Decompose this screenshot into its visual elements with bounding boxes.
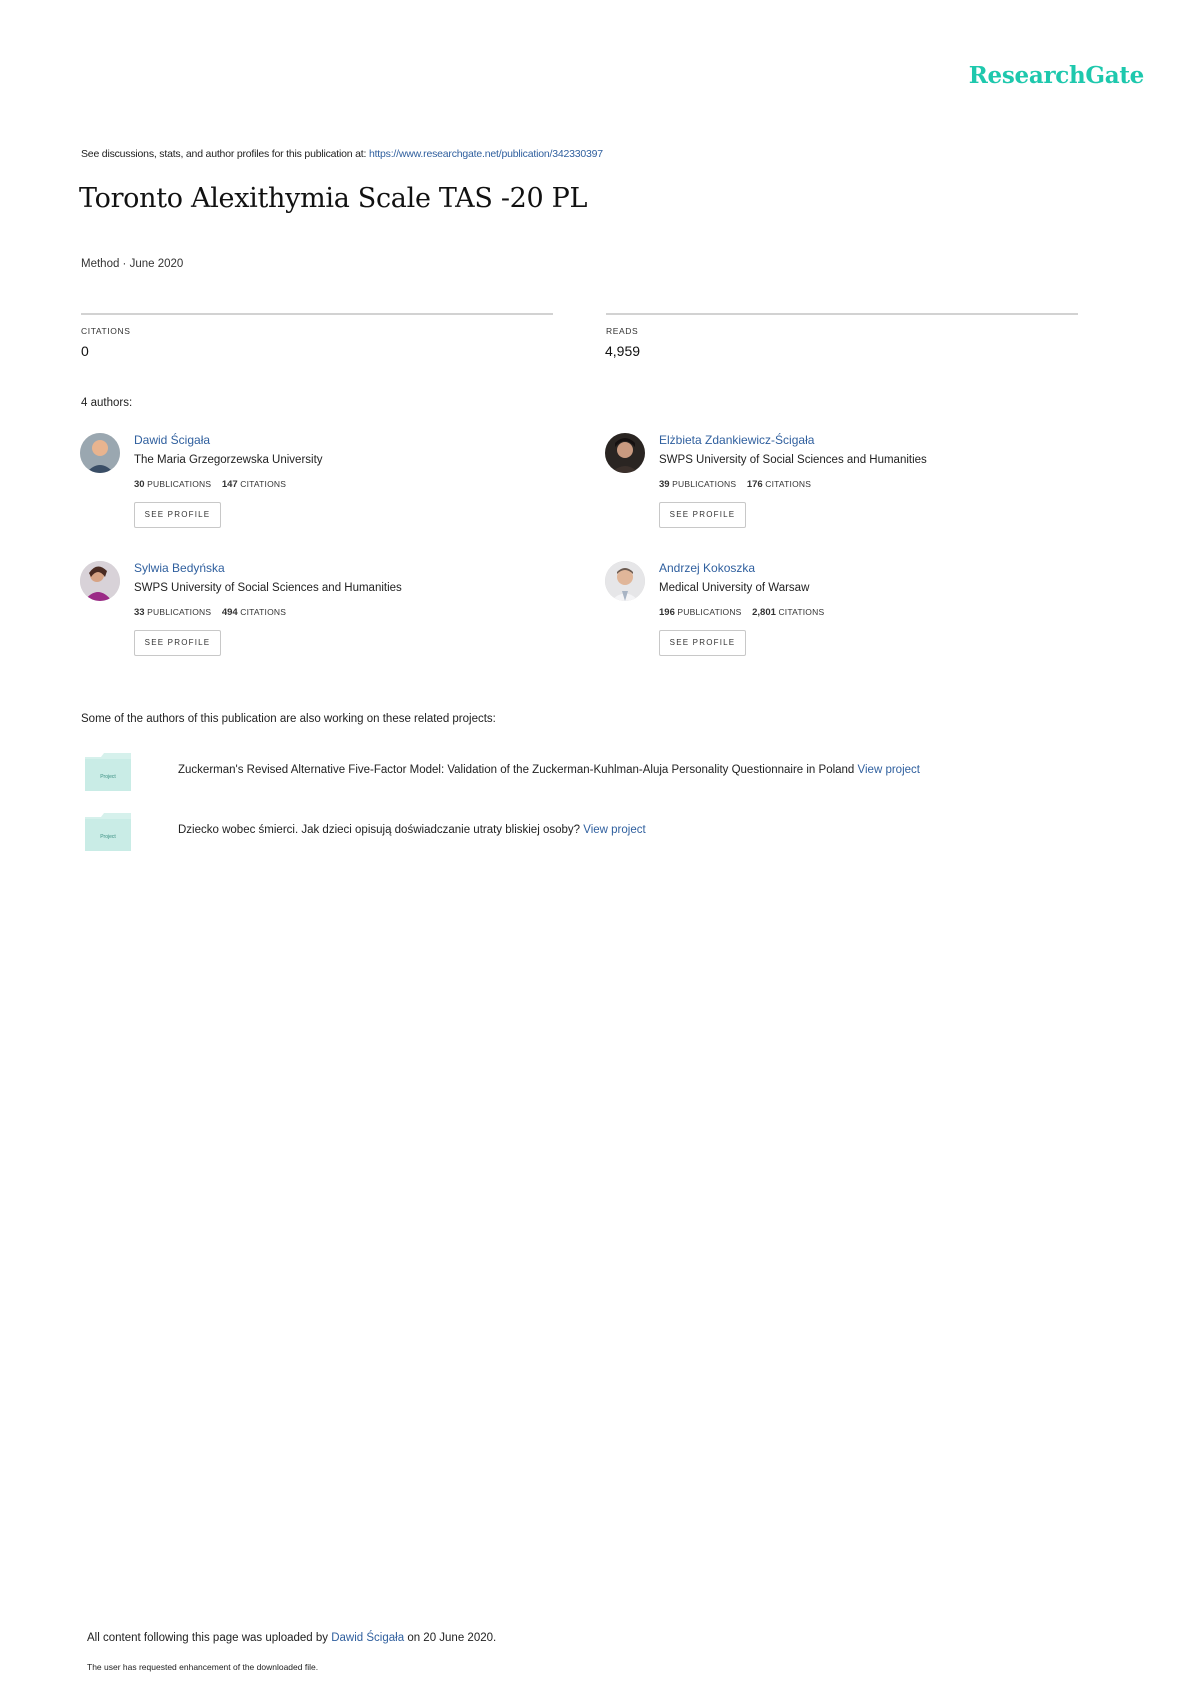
citations-count: 0 [81,343,89,359]
author-institution: SWPS University of Social Sciences and Humanities [134,582,402,594]
folder-icon [85,753,131,791]
author-name-link[interactable]: Dawid Ścigała [134,433,211,447]
author-institution: SWPS University of Social Sciences and Humanities [659,454,927,466]
publications-count: 39 [659,479,670,490]
reads-divider [606,313,1078,315]
see-profile-button[interactable]: SEE PROFILE [659,502,746,528]
see-profile-button[interactable]: SEE PROFILE [659,630,746,656]
author-institution: Medical University of Warsaw [659,582,810,594]
see-profile-button[interactable]: SEE PROFILE [134,502,221,528]
authors-heading: 4 authors: [81,397,133,409]
publications-count: 33 [134,607,145,618]
publications-label: PUBLICATIONS [672,479,737,489]
view-project-link[interactable]: View project [583,824,646,836]
avatar-photo-icon [605,561,645,601]
author-avatar[interactable] [605,433,645,473]
publications-label: PUBLICATIONS [677,607,742,617]
uploaded-prefix: All content following this page was uploaded by [87,1632,329,1644]
avatar-photo-icon [605,433,645,473]
citations-label: CITATIONS [240,479,287,489]
folder-label: Project [100,774,116,780]
related-project [85,753,1165,793]
citations-count: 147 [221,479,238,490]
see-discussions-line [81,148,603,160]
author-institution: The Maria Grzegorzewska University [134,454,323,466]
citations-label: CITATIONS [778,607,825,617]
author-name-link[interactable]: Elżbieta Zdankiewicz-Ścigała [659,433,815,447]
see-discussions-text: See discussions, stats, and author profiles for this publication at: [81,148,367,160]
related-projects-heading: Some of the authors of this publication are also working on these related projects: [81,713,496,725]
citations-count: 176 [746,479,763,490]
author-stats [659,607,824,618]
author-avatar[interactable] [80,561,120,601]
author-stats [134,607,286,618]
citations-divider [81,313,553,315]
avatar-photo-icon [80,433,120,473]
citations-label: CITATIONS [240,607,287,617]
citations-count: 494 [221,607,238,618]
avatar-photo-icon [80,561,120,601]
folder-label: Project [100,834,116,840]
publication-meta: Method · June 2020 [81,258,184,270]
publications-label: PUBLICATIONS [147,607,212,617]
see-profile-button[interactable]: SEE PROFILE [134,630,221,656]
author-card [80,433,550,543]
uploaded-by-line [87,1632,496,1644]
author-avatar[interactable] [80,433,120,473]
uploaded-suffix: on 20 June 2020. [407,1632,497,1644]
author-stats [134,479,286,490]
publications-label: PUBLICATIONS [147,479,212,489]
uploader-link[interactable]: Dawid Ścigała [331,1632,405,1644]
publication-title: Toronto Alexithymia Scale TAS -20 PL [79,183,588,214]
related-project [85,813,1165,853]
view-project-link[interactable]: View project [857,764,920,776]
project-text [178,824,646,836]
project-text [178,764,920,776]
author-avatar[interactable] [605,561,645,601]
requested-enhancement-note: The user has requested enhancement of the downloaded file. [87,1662,319,1672]
citations-label: CITATIONS [81,326,131,336]
project-title: Dziecko wobec śmierci. Jak dzieci opisują doświadczanie utraty bliskiej osoby? [178,824,581,836]
reads-label: READS [606,326,639,336]
folder-icon [85,813,131,851]
author-name-link[interactable]: Andrzej Kokoszka [659,561,756,575]
publication-url-link[interactable]: https://www.researchgate.net/publication/342330397 [368,148,603,160]
author-card [80,561,550,671]
author-name-link[interactable]: Sylwia Bedyńska [134,561,225,575]
author-card [605,561,1075,671]
researchgate-logo[interactable]: ResearchGate [968,62,1144,89]
citations-label: CITATIONS [765,479,812,489]
author-card [605,433,1075,543]
citations-count: 2,801 [752,607,776,618]
reads-count: 4,959 [605,343,641,359]
author-stats [659,479,811,490]
project-title: Zuckerman's Revised Alternative Five-Factor Model: Validation of the Zuckerman-Kuhlman-Aluja Personality Questionnaire in Poland [178,764,855,776]
publications-count: 30 [134,479,145,490]
publications-count: 196 [659,607,675,618]
